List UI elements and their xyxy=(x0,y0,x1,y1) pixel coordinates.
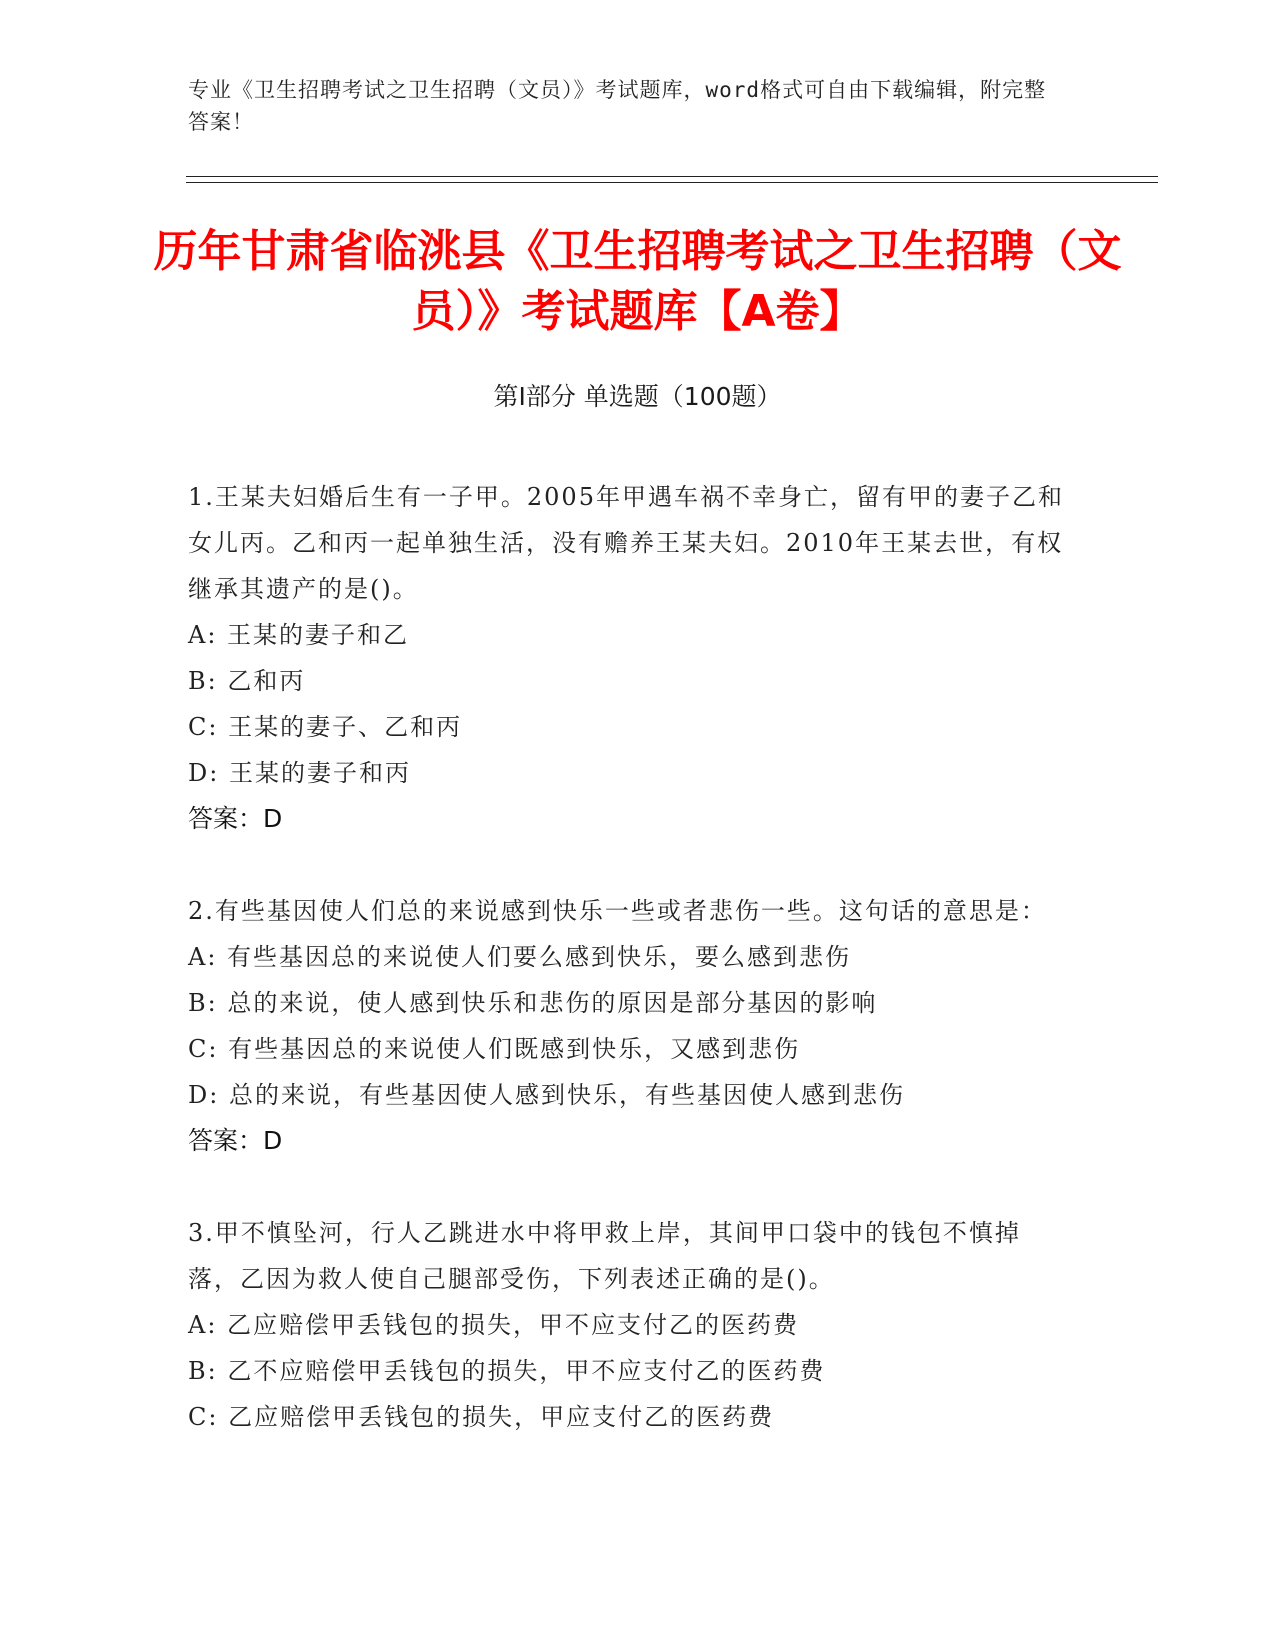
option-d: D: 王某的妻子和丙 xyxy=(188,759,411,787)
option-a: A: 王某的妻子和乙 xyxy=(188,621,410,649)
header-divider-top xyxy=(186,176,1158,177)
header-divider-bottom xyxy=(186,182,1158,183)
question-stem: 2.有些基因使人们总的来说感到快乐一些或者悲伤一些。这句话的意思是： xyxy=(188,897,1047,925)
header-note: 专业《卫生招聘考试之卫生招聘（文员）》考试题库，word格式可自由下载编辑，附完整答案！ xyxy=(188,78,1047,134)
option-b: B: 乙不应赔偿甲丢钱包的损失，甲不应支付乙的医药费 xyxy=(188,1357,826,1385)
question-list xyxy=(188,474,1068,1486)
section-title: 第Ⅰ部分 单选题（100题） xyxy=(493,382,782,411)
answer-label: 答案：D xyxy=(188,1126,283,1155)
option-c: C: 有些基因总的来说使人们既感到快乐，又感到悲伤 xyxy=(188,1035,801,1063)
option-b: B: 总的来说，使人感到快乐和悲伤的原因是部分基因的影响 xyxy=(188,989,878,1017)
question-1 xyxy=(188,474,1068,842)
option-c: C: 乙应赔偿甲丢钱包的损失，甲应支付乙的医药费 xyxy=(188,1403,775,1431)
answer-label: 答案：D xyxy=(188,804,283,833)
question-stem: 3.甲不慎坠河，行人乙跳进水中将甲救上岸，其间甲口袋中的钱包不慎掉落，乙因为救人使自己腿部受伤，下列表述正确的是()。 xyxy=(188,1219,1021,1293)
option-a: A: 乙应赔偿甲丢钱包的损失，甲不应支付乙的医药费 xyxy=(188,1311,800,1339)
option-d: D: 总的来说，有些基因使人感到快乐，有些基因使人感到悲伤 xyxy=(188,1081,905,1109)
question-2 xyxy=(188,888,1068,1164)
question-stem: 1.王某夫妇婚后生有一子甲。2005年甲遇车祸不幸身亡，留有甲的妻子乙和女儿丙。乙和丙一起单独生活，没有赡养王某夫妇。2010年王某去世，有权继承其遗产的是()。 xyxy=(188,483,1064,603)
question-3 xyxy=(188,1210,1068,1440)
document-title: 历年甘肃省临洮县《卫生招聘考试之卫生招聘（文员）》考试题库【A卷】 xyxy=(153,226,1122,337)
option-a: A: 有些基因总的来说使人们要么感到快乐，要么感到悲伤 xyxy=(188,943,852,971)
option-c: C: 王某的妻子、乙和丙 xyxy=(188,713,463,741)
option-b: B: 乙和丙 xyxy=(188,667,306,695)
